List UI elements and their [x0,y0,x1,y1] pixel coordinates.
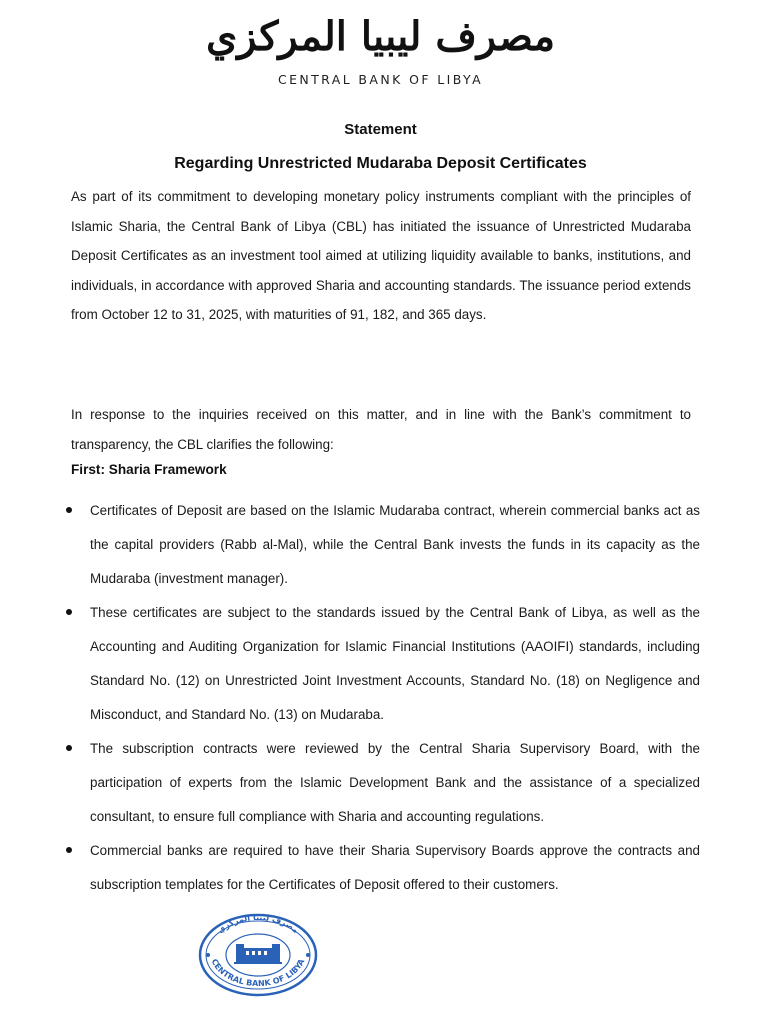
intro-paragraph: As part of its commitment to developing monetary policy instruments compliant with the principles of Islamic Sharia, the Central Bank of Libya (CBL) has initiated the issuance of Unrestricted Mudaraba Deposit Certificates as an investment tool aimed at utilizing liquidity available to banks, institutions, and individuals, in accordance with approved Sharia and accounting standards. The issuance period extends from October 12 to 31, 2025, with maturities of 91, 182, and 365 days. [71,189,691,323]
stamp-dot-left [206,953,210,957]
bullet-icon [66,847,72,853]
stamp-building-icon [234,944,282,964]
list-item [60,596,700,732]
response-paragraph: In response to the inquiries received on this matter, and in line with the Bank’s commitment to transparency, the CBL clarifies the following: [71,407,691,452]
list-item [60,494,700,596]
bullet-icon [66,745,72,751]
list-item [60,732,700,834]
stamp-graphic [196,912,320,998]
letterhead [0,8,761,87]
list-item-text: Commercial banks are required to have their Sharia Supervisory Boards approve the contracts and subscription templates for the Certificates of Deposit offered to their customers. [90,843,700,892]
list-item [60,834,700,902]
stamp-dot-right [306,953,310,957]
document-subtitle: Regarding Unrestricted Mudaraba Deposit Certificates [174,155,587,172]
list-item-text: The subscription contracts were reviewed by the Central Sharia Supervisory Board, with the participation of experts from the Islamic Development Bank and the assistance of a specialized consultant, to ensure full compliance with Sharia and accounting regulations. [90,741,700,824]
official-stamp-icon [196,912,320,998]
list-item-text: These certificates are subject to the standards issued by the Central Bank of Libya, as well as the Accounting and Auditing Organization for Islamic Financial Institutions (AAOIFI) standards, including Standard No. (12) on Unrestricted Joint Investment Accounts, Standard No. (18) on Negligence and Misconduct, and Standard No. (13) on Mudaraba. [90,605,700,722]
section-heading-sharia-framework: First: Sharia Framework [71,462,227,477]
bullet-icon [66,507,72,513]
logo-arabic-name: مصرف ليبيا المركزي [205,13,555,60]
document-title: Statement [344,121,417,138]
stamp-top-text: مصرف ليبيا المركزي [215,912,301,936]
sharia-framework-list [60,494,700,902]
stamp-bottom-text: CENTRAL BANK OF LIBYA [209,957,307,989]
list-item-text: Certificates of Deposit are based on the Islamic Mudaraba contract, wherein commercial banks act as the capital providers (Rabb al-Mal), while the Central Bank invests the funds in its capacity as the Mudaraba (investment manager). [90,503,700,586]
logo-english-name: CENTRAL BANK OF LIBYA [277,72,484,87]
bullet-icon [66,609,72,615]
